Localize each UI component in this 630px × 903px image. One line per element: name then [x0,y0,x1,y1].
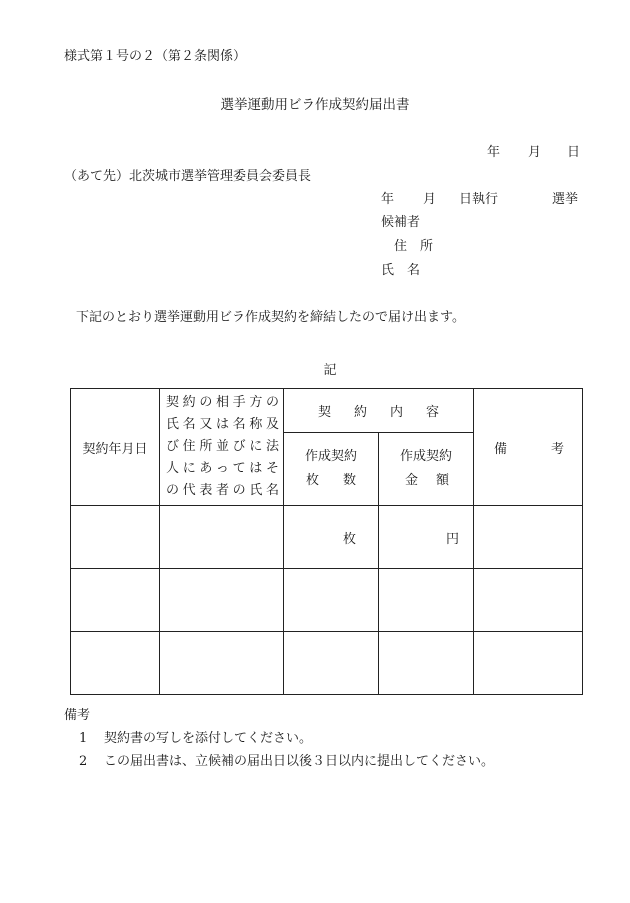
date-day-label: 日 [567,145,581,160]
election-month-label: 月 [423,192,437,207]
date-month-label: 月 [528,145,542,160]
unit-yen: 円 [379,506,474,569]
header-remarks: 備 考 [474,389,583,506]
form-number: 様式第１号の２（第２条関係） [64,49,247,64]
header-contract-content: 契 約 内 容 [284,389,474,433]
candidate-label: 候補者 [381,215,421,230]
header-count: 作成契約 枚 数 [284,433,379,506]
header-contract-party: 契約の相手方の 氏名又は名称及 び住所並びに法 人にあってはそ の代表者の氏名 [160,389,284,506]
table-row [71,569,583,632]
election-type-label: 選挙 [552,192,579,207]
header-amount: 作成契約 金 額 [379,433,474,506]
document-title: 選挙運動用ビラ作成契約届出書 [220,97,410,113]
notes-heading: 備考 [64,708,91,723]
note-number: 1 [79,731,88,746]
table-row [71,632,583,695]
date-year-label: 年 [487,145,501,160]
header-contract-date: 契約年月日 [71,389,160,506]
unit-count: 枚 [284,506,379,569]
table-row [71,506,583,569]
ki-label: 記 [323,363,337,378]
statement: 下記のとおり選挙運動用ビラ作成契約を締結したので届け出ます。 [76,310,465,325]
contract-table [70,388,583,695]
addressee: （あて先）北茨城市選挙管理委員会委員長 [64,169,312,184]
note-text: この届出書は、立候補の届出日以後３日以内に提出してください。 [104,754,495,769]
note-text: 契約書の写しを添付してください。 [104,731,313,746]
note-number: 2 [79,754,88,769]
election-held-label: 日執行 [459,192,499,207]
election-year-label: 年 [381,192,395,207]
